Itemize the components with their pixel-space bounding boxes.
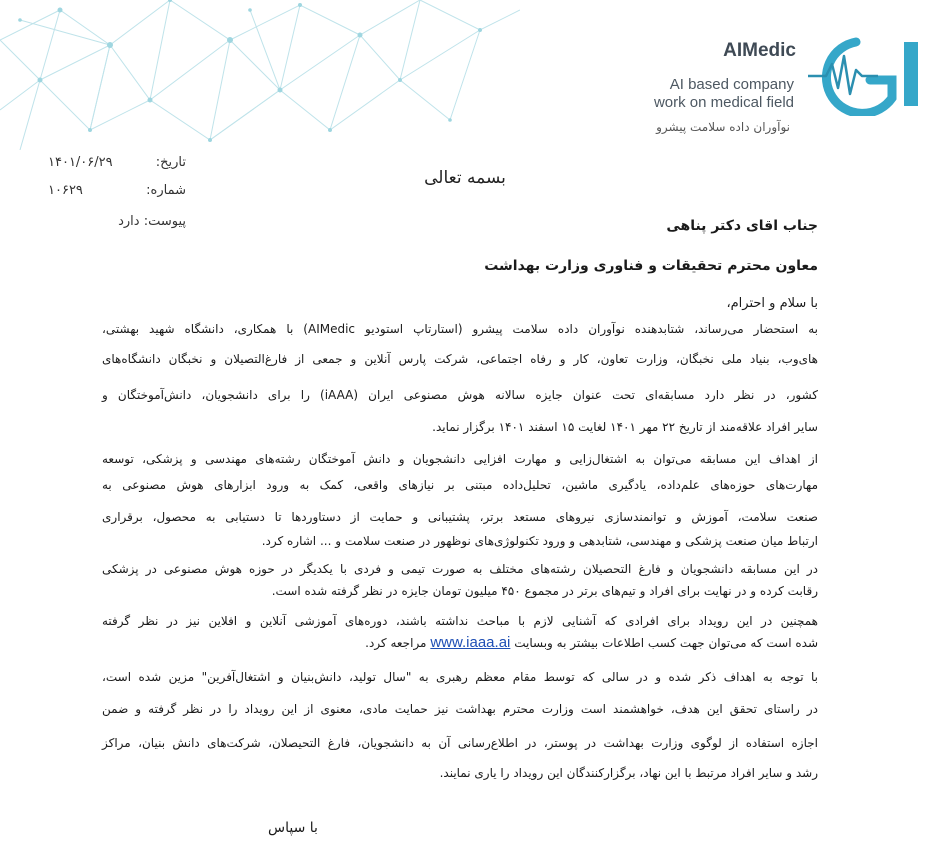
body-line-6: مهارت‌های حوزه‌های علم‌داده، یادگیری ماشین، تحلیل‌داده مبتنی بر نیازهای واقعی، کمک به ورود ابزارهای هوش مصنوعی به (102, 478, 818, 492)
recipient-position: معاون محترم تحقیقات و فناوری وزارت بهداشت (484, 258, 818, 274)
body-line-9: در این مسابقه دانشجویان و فارغ التحصیلان رشته‌های مختلف به صورت تیمی و فردی با یکدیگر در حوزه هوش مصنوعی در پزشکی (102, 562, 818, 576)
body-line-8: ارتباط میان صنعت پزشکی و مهندسی، شتابدهی و ورود تکنولوژی‌های نوظهور در صنعت سلامت و ... اشاره کرد. (261, 534, 818, 548)
brand-name: AIMedic (723, 40, 796, 61)
body-line-4: سایر افراد علاقه‌مند از تاریخ ۲۲ مهر ۱۴۰۱ لغایت ۱۵ اسفند ۱۴۰۱ برگزار نماید. (432, 420, 818, 434)
website-suffix-text: مراجعه کرد. (365, 636, 427, 650)
network-pattern-decoration (0, 0, 520, 150)
number-value: ۱۰۶۲۹ (48, 183, 83, 198)
brand-tagline-line-2: work on medical field (653, 94, 794, 111)
body-line-5: از اهداف این مسابقه می‌توان به اشتغال‌زایی و مهارت افزایی دانشجویان و دانش آموختگان رشته‌های مهندسی و پزشکی، توسعه (102, 452, 818, 466)
date-label: تاریخ: (155, 155, 186, 170)
body-line-16: رشد و سایر افراد مرتبط با این نهاد، برگزارکنندگان این رویداد را یاری نمایند. (439, 766, 818, 780)
body-line-3: کشور، در نظر دارد مسابقه‌ای تحت عنوان جایزه سالانه هوش مصنوعی ایران (iAAA) را برای دانشجویان، دانش‌آموختگان و (102, 388, 818, 402)
website-link[interactable]: www.iaaa.ai (430, 634, 511, 651)
body-line-7: صنعت سلامت، آموزش و توانمندسازی نیروهای مستعد برتر، پشتیبانی و حمایت از دستاوردها تا دستیابی به محصول، برقراری (102, 510, 818, 524)
aimedic-logo-icon (808, 36, 928, 116)
body-line-11: همچنین در این رویداد برای افرادی که آشنایی لازم با مباحث نداشته باشند، دوره‌های آموزشی آنلاین و افلاین نیز در نظر گرفته (102, 614, 818, 628)
closing-thanks: با سپاس (268, 820, 318, 836)
body-line-1: به استحضار می‌رساند، شتابدهنده نوآوران داده سلامت پیشرو (استارتاپ استودیو AIMedic) با همکاری، دانشگاه شهید بهشتی، (102, 322, 819, 336)
number-label: شماره: (146, 183, 186, 198)
basmala-heading: بسمه تعالی (424, 168, 506, 188)
date-value: ۱۴۰۱/۰۶/۲۹ (48, 155, 113, 170)
body-line-14: در راستای تحقق این هدف، خواهشمند است وزارت محترم بهداشت نیز حمایت مادی، معنوی از این رویداد را در نظر گرفته و ضمن (102, 702, 818, 716)
company-persian-name: نوآوران داده سلامت پیشرو (656, 120, 790, 134)
greeting: با سلام و احترام، (726, 296, 818, 311)
body-line-12 (365, 634, 818, 651)
body-line-13: با توجه به اهداف ذکر شده و در سالی که توسط مقام معظم رهبری به "سال تولید، دانش‌بنیان و اشتغال‌آفرین" مزین شده است، (102, 670, 818, 684)
brand-tagline-line-1: AI based company (669, 76, 794, 93)
body-line-10: رقابت کرده و در نهایت برای افراد و تیم‌های برتر در مجموع ۴۵۰ میلیون تومان جایزه در نظر گرفته شده است. (271, 584, 818, 598)
body-line-15: اجازه استفاده از لوگوی وزارت بهداشت در پوستر، در اطلاع‌رسانی آن به دانشجویان، فارغ التحیصلان، شرکت‌های دانش بنیان، مراکز (102, 736, 818, 750)
website-intro-text: شده است که می‌توان جهت کسب اطلاعات بیشتر به وبسایت (514, 636, 818, 650)
attachment-note: پیوست: دارد (118, 214, 186, 229)
recipient-name: جناب اقای دکتر پناهی (666, 218, 818, 234)
body-line-2: های‌وب، بنیاد ملی نخبگان، وزارت تعاون، کار و رفاه اجتماعی، شرکت پارس آنلاین و جمعی از فارغ‌التصیلان و نخبگان دانشگاه‌های (102, 352, 818, 366)
